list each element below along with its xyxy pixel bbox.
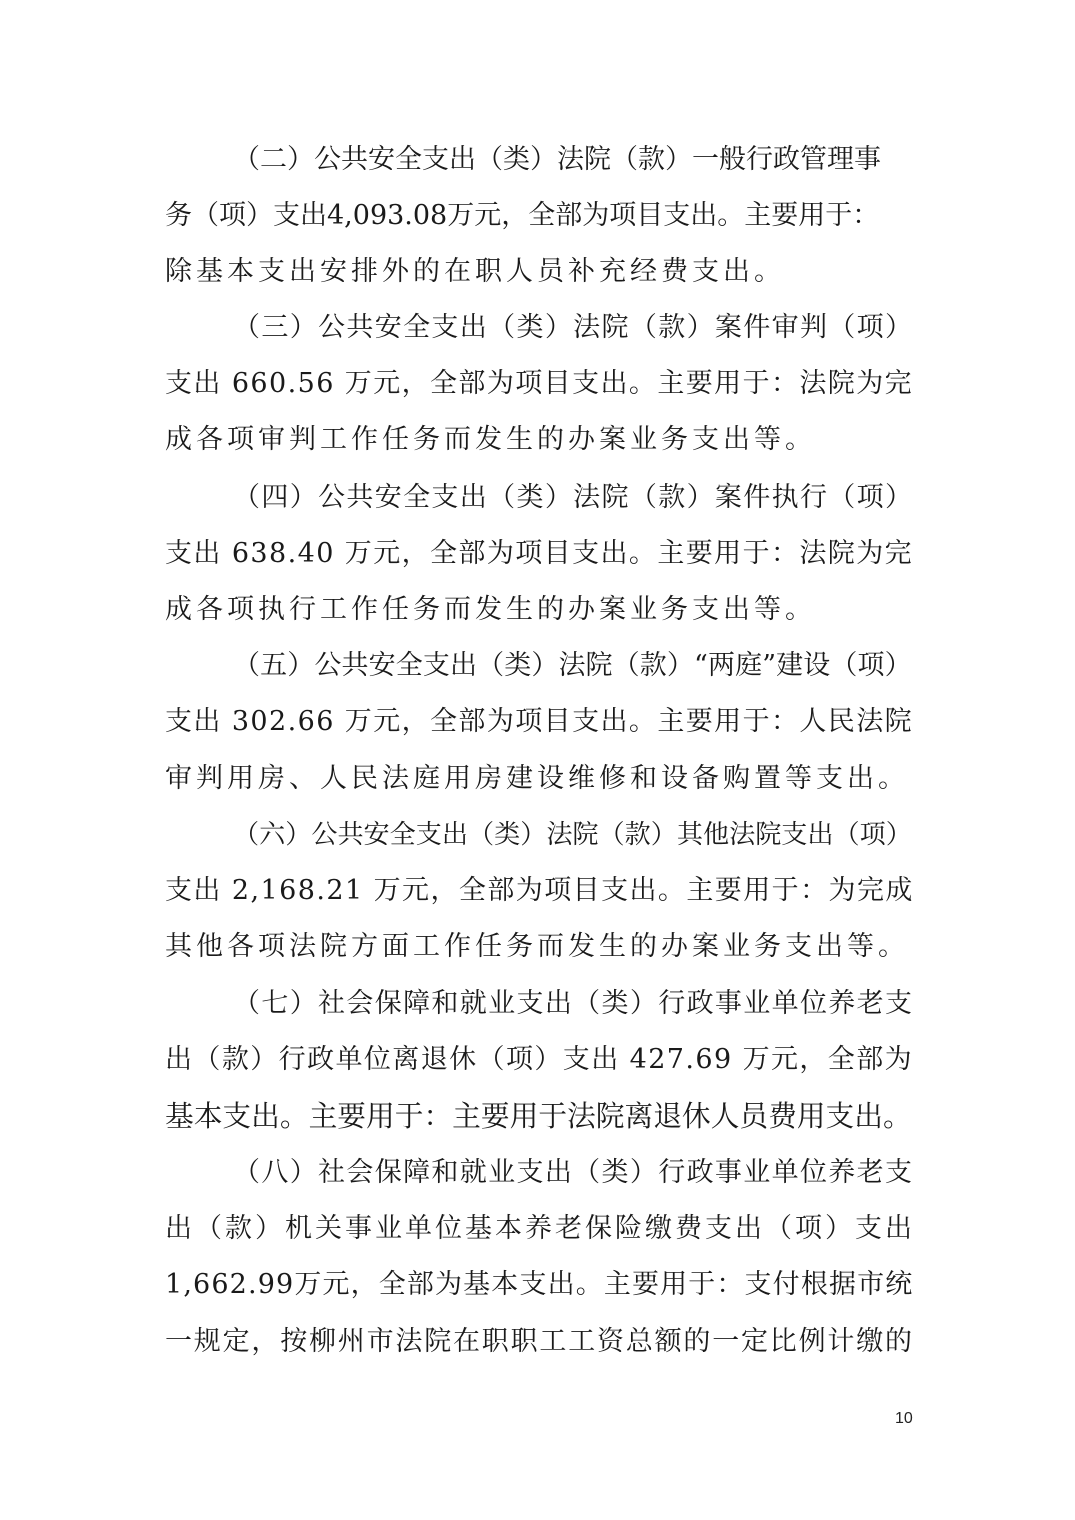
paragraph-1-line-2: 务（项）支出4,093.08万元，全部为项目支出。主要用于： (165, 200, 880, 231)
paragraph-3-line-1: （四）公共安全支出（类）法院（款）案件执行（项） (233, 482, 914, 513)
paragraph-3-line-2: 支出 638.40 万元，全部为项目支出。主要用于：法院为完 (165, 538, 914, 569)
paragraph-4-line-1: （五）公共安全支出（类）法院（款）“两庭”建设（项） (233, 650, 912, 681)
paragraph-2-line-3: 成各项审判工作任务而发生的办案业务支出等。 (165, 424, 816, 455)
paragraph-7-line-1: （八）社会保障和就业支出（类）行政事业单位养老支 (233, 1157, 914, 1188)
paragraph-7-line-3: 1,662.99万元，全部为基本支出。主要用于：支付根据市统 (165, 1269, 914, 1300)
paragraph-5-line-3: 其他各项法院方面工作任务而发生的办案业务支出等。 (165, 931, 909, 962)
paragraph-4-line-2: 支出 302.66 万元，全部为项目支出。主要用于：人民法院 (165, 706, 914, 737)
paragraph-5-line-2: 支出 2,168.21 万元，全部为项目支出。主要用于：为完成 (165, 875, 914, 906)
paragraph-6-line-1: （七）社会保障和就业支出（类）行政事业单位养老支 (233, 988, 914, 1019)
paragraph-2-line-2: 支出 660.56 万元，全部为项目支出。主要用于：法院为完 (165, 368, 914, 399)
paragraph-3-line-3: 成各项执行工作任务而发生的办案业务支出等。 (165, 594, 816, 625)
paragraph-4-line-3: 审判用房、人民法庭用房建设维修和设备购置等支出。 (165, 763, 909, 794)
paragraph-2-line-1: （三）公共安全支出（类）法院（款）案件审判（项） (233, 312, 914, 343)
page-number: 10 (895, 1410, 913, 1427)
paragraph-6-line-2: 出（款）行政单位离退休（项）支出 427.69 万元，全部为 (165, 1044, 914, 1075)
paragraph-7-line-4: 一规定，按柳州市法院在职职工工资总额的一定比例计缴的 (165, 1326, 914, 1357)
paragraph-1-line-1: （二）公共安全支出（类）法院（款）一般行政管理事 (233, 144, 881, 175)
paragraph-6-line-3: 基本支出。主要用于：主要用于法院离退休人员费用支出。 (165, 1099, 912, 1133)
paragraph-7-line-2: 出（款）机关事业单位基本养老保险缴费支出（项）支出 (165, 1213, 915, 1244)
paragraph-5-line-1: （六）公共安全支出（类）法院（款）其他法院支出（项） (233, 820, 912, 850)
paragraph-1-line-3: 除基本支出安排外的在职人员补充经费支出。 (165, 256, 785, 287)
